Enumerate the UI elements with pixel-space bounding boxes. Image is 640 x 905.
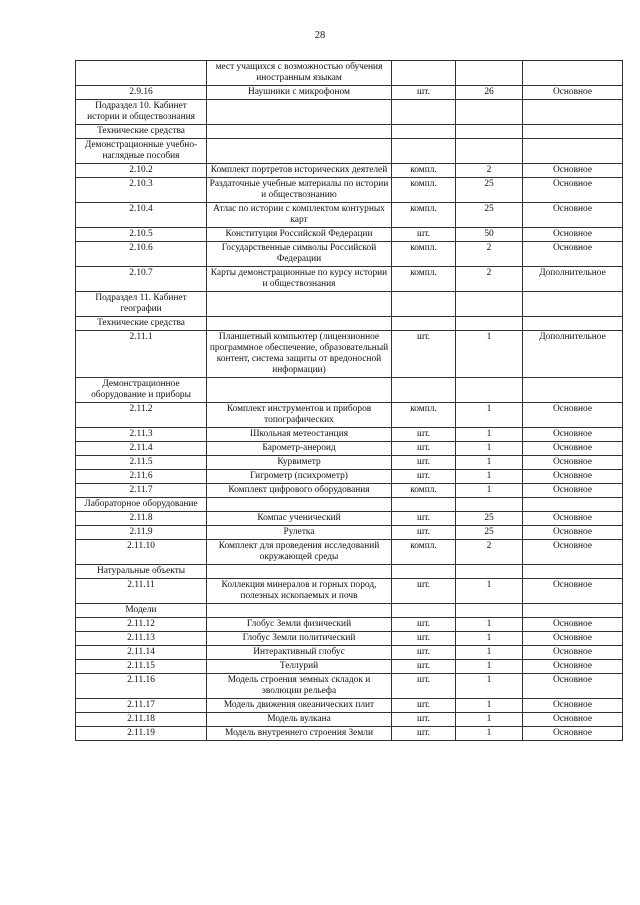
cell-unit: [392, 565, 456, 579]
cell-quantity: 2: [456, 164, 523, 178]
cell-unit: шт.: [392, 526, 456, 540]
group-header-row: [76, 125, 623, 139]
cell-unit: компл.: [392, 242, 456, 267]
table-row: [76, 632, 623, 646]
table-row: [76, 178, 623, 203]
cell-number: 2.11.2: [76, 403, 207, 428]
cell-unit: шт.: [392, 331, 456, 378]
cell-number: 2.9.16: [76, 86, 207, 100]
cell-equipment-type: [523, 100, 623, 125]
cell-equipment-type: Основное: [523, 456, 623, 470]
cell-unit: [392, 292, 456, 317]
cell-equipment-type: [523, 317, 623, 331]
cell-number: Подраздел 10. Кабинет истории и обществознания: [76, 100, 207, 125]
group-header-row: [76, 565, 623, 579]
table-row: [76, 242, 623, 267]
table-row: [76, 646, 623, 660]
cell-unit: шт.: [392, 632, 456, 646]
cell-item-name: Рулетка: [207, 526, 392, 540]
section-header-row: [76, 139, 623, 164]
table-row: [76, 403, 623, 428]
cell-unit: шт.: [392, 470, 456, 484]
table-row: [76, 713, 623, 727]
cell-equipment-type: [523, 498, 623, 512]
cell-unit: шт.: [392, 579, 456, 604]
cell-item-name: Карты демонстрационные по курсу истории и обществознания: [207, 267, 392, 292]
cell-quantity: 2: [456, 540, 523, 565]
cell-quantity: 2: [456, 267, 523, 292]
cell-unit: шт.: [392, 428, 456, 442]
table-row: [76, 674, 623, 699]
cell-quantity: [456, 604, 523, 618]
cell-unit: [392, 498, 456, 512]
section-header-row: [76, 498, 623, 512]
cell-equipment-type: [523, 604, 623, 618]
cell-equipment-type: Основное: [523, 442, 623, 456]
cell-item-name: Модель строения земных складок и эволюции рельефа: [207, 674, 392, 699]
cell-equipment-type: Основное: [523, 579, 623, 604]
cell-unit: [392, 139, 456, 164]
cell-quantity: 1: [456, 403, 523, 428]
cell-equipment-type: Основное: [523, 699, 623, 713]
cell-number: Модели: [76, 604, 207, 618]
table-row: [76, 470, 623, 484]
table-row: [76, 428, 623, 442]
cell-number: Технические средства: [76, 317, 207, 331]
table-row: [76, 456, 623, 470]
cell-item-name: Глобус Земли политический: [207, 632, 392, 646]
cell-number: 2.10.5: [76, 228, 207, 242]
cell-item-name: Наушники с микрофоном: [207, 86, 392, 100]
cell-unit: [392, 317, 456, 331]
cell-number: [76, 61, 207, 86]
cell-number: 2.11.6: [76, 470, 207, 484]
cell-quantity: 50: [456, 228, 523, 242]
cell-number: 2.10.4: [76, 203, 207, 228]
cell-number: Демонстрационные учебно-наглядные пособия: [76, 139, 207, 164]
cell-number: Лабораторное оборудование: [76, 498, 207, 512]
cell-item-name: Раздаточные учебные материалы по истории и обществознанию: [207, 178, 392, 203]
cell-unit: шт.: [392, 512, 456, 526]
cell-number: 2.11.9: [76, 526, 207, 540]
cell-quantity: [456, 61, 523, 86]
cell-number: 2.11.18: [76, 713, 207, 727]
cell-quantity: 1: [456, 713, 523, 727]
section-header-row: [76, 604, 623, 618]
cell-unit: шт.: [392, 727, 456, 741]
cell-number: 2.11.7: [76, 484, 207, 498]
cell-quantity: 1: [456, 674, 523, 699]
section-header-row: [76, 378, 623, 403]
cell-quantity: [456, 125, 523, 139]
cell-unit: шт.: [392, 442, 456, 456]
cell-quantity: [456, 498, 523, 512]
cell-unit: шт.: [392, 228, 456, 242]
cell-quantity: 25: [456, 203, 523, 228]
cell-quantity: 1: [456, 331, 523, 378]
cell-item-name: Модель вулкана: [207, 713, 392, 727]
cell-quantity: [456, 100, 523, 125]
cell-unit: шт.: [392, 646, 456, 660]
cell-unit: компл.: [392, 203, 456, 228]
cell-equipment-type: Основное: [523, 526, 623, 540]
group-header-row: [76, 317, 623, 331]
cell-number: Натуральные объекты: [76, 565, 207, 579]
cell-equipment-type: Основное: [523, 242, 623, 267]
cell-quantity: 1: [456, 470, 523, 484]
cell-unit: компл.: [392, 178, 456, 203]
cell-quantity: 1: [456, 442, 523, 456]
cell-equipment-type: Основное: [523, 470, 623, 484]
page-number: 28: [314, 30, 326, 41]
cell-item-name: Школьная метеостанция: [207, 428, 392, 442]
cell-equipment-type: Основное: [523, 713, 623, 727]
cell-quantity: 1: [456, 646, 523, 660]
cell-equipment-type: [523, 61, 623, 86]
table-row: [76, 267, 623, 292]
cell-number: 2.11.13: [76, 632, 207, 646]
cell-quantity: [456, 317, 523, 331]
cell-number: 2.11.5: [76, 456, 207, 470]
cell-quantity: 1: [456, 618, 523, 632]
cell-number: 2.11.12: [76, 618, 207, 632]
cell-equipment-type: Основное: [523, 512, 623, 526]
cell-item-name: [207, 292, 392, 317]
cell-item-name: Глобус Земли физический: [207, 618, 392, 632]
cell-number: Демонстрационное оборудование и приборы: [76, 378, 207, 403]
table-row: [76, 727, 623, 741]
cell-unit: компл.: [392, 164, 456, 178]
table-row: [76, 86, 623, 100]
cell-quantity: 1: [456, 579, 523, 604]
section-header-row: [76, 292, 623, 317]
cell-item-name: [207, 125, 392, 139]
cell-item-name: Комплект инструментов и приборов топографических: [207, 403, 392, 428]
cell-equipment-type: [523, 292, 623, 317]
cell-quantity: 1: [456, 660, 523, 674]
cell-item-name: Конституция Российской Федерации: [207, 228, 392, 242]
table-row: [76, 512, 623, 526]
cell-quantity: [456, 139, 523, 164]
cell-item-name: Комплект цифрового оборудования: [207, 484, 392, 498]
table-row: [76, 526, 623, 540]
cell-unit: [392, 125, 456, 139]
cell-equipment-type: Дополнительное: [523, 267, 623, 292]
cell-quantity: 1: [456, 456, 523, 470]
cell-equipment-type: Основное: [523, 660, 623, 674]
cell-item-name: Гигрометр (психрометр): [207, 470, 392, 484]
cell-equipment-type: Дополнительное: [523, 331, 623, 378]
cell-number: 2.11.4: [76, 442, 207, 456]
cell-number: 2.10.2: [76, 164, 207, 178]
cell-number: 2.11.17: [76, 699, 207, 713]
cell-number: 2.11.3: [76, 428, 207, 442]
cell-equipment-type: Основное: [523, 646, 623, 660]
cell-quantity: 25: [456, 178, 523, 203]
cell-item-name: Компас ученический: [207, 512, 392, 526]
table-row: [76, 331, 623, 378]
cell-equipment-type: [523, 378, 623, 403]
table-row: [76, 228, 623, 242]
cell-equipment-type: [523, 565, 623, 579]
cell-number: Подраздел 11. Кабинет географии: [76, 292, 207, 317]
cell-item-name: Барометр-анероид: [207, 442, 392, 456]
cell-number: 2.11.10: [76, 540, 207, 565]
cell-item-name: Теллурий: [207, 660, 392, 674]
table-row: [76, 540, 623, 565]
cell-unit: компл.: [392, 540, 456, 565]
table-row: [76, 699, 623, 713]
table-row: [76, 579, 623, 604]
cell-unit: шт.: [392, 618, 456, 632]
table-row: [76, 442, 623, 456]
cell-unit: шт.: [392, 456, 456, 470]
cell-quantity: [456, 565, 523, 579]
cell-equipment-type: Основное: [523, 178, 623, 203]
cell-number: 2.10.3: [76, 178, 207, 203]
table-row: [76, 61, 623, 86]
cell-unit: компл.: [392, 267, 456, 292]
cell-equipment-type: Основное: [523, 484, 623, 498]
cell-equipment-type: Основное: [523, 618, 623, 632]
cell-item-name: [207, 100, 392, 125]
cell-unit: [392, 61, 456, 86]
cell-quantity: [456, 292, 523, 317]
cell-item-name: Модель движения океанических плит: [207, 699, 392, 713]
cell-number: 2.11.1: [76, 331, 207, 378]
cell-equipment-type: Основное: [523, 632, 623, 646]
cell-equipment-type: [523, 125, 623, 139]
cell-number: 2.11.11: [76, 579, 207, 604]
cell-quantity: 1: [456, 428, 523, 442]
cell-unit: шт.: [392, 86, 456, 100]
cell-equipment-type: Основное: [523, 203, 623, 228]
cell-equipment-type: Основное: [523, 428, 623, 442]
cell-item-name: [207, 317, 392, 331]
cell-unit: шт.: [392, 660, 456, 674]
equipment-table: [75, 60, 623, 741]
cell-quantity: [456, 378, 523, 403]
cell-unit: компл.: [392, 403, 456, 428]
cell-item-name: [207, 139, 392, 164]
table-row: [76, 164, 623, 178]
table-row: [76, 484, 623, 498]
cell-number: 2.11.19: [76, 727, 207, 741]
cell-item-name: [207, 604, 392, 618]
cell-unit: [392, 100, 456, 125]
cell-equipment-type: Основное: [523, 403, 623, 428]
cell-number: 2.11.15: [76, 660, 207, 674]
cell-item-name: Государственные символы Российской Федерации: [207, 242, 392, 267]
cell-item-name: Комплект портретов исторических деятелей: [207, 164, 392, 178]
cell-quantity: 26: [456, 86, 523, 100]
cell-equipment-type: Основное: [523, 164, 623, 178]
table-row: [76, 203, 623, 228]
cell-item-name: Курвиметр: [207, 456, 392, 470]
cell-equipment-type: Основное: [523, 674, 623, 699]
cell-quantity: 25: [456, 526, 523, 540]
cell-number: 2.10.6: [76, 242, 207, 267]
cell-quantity: 1: [456, 484, 523, 498]
cell-quantity: 2: [456, 242, 523, 267]
cell-quantity: 1: [456, 699, 523, 713]
cell-item-name: Модель внутреннего строения Земли: [207, 727, 392, 741]
cell-equipment-type: Основное: [523, 228, 623, 242]
cell-item-name: мест учащихся с возможностью обучения иностранным языкам: [207, 61, 392, 86]
cell-number: 2.11.16: [76, 674, 207, 699]
cell-item-name: Планшетный компьютер (лицензионное программное обеспечение, образовательный контент, система защиты от вредоносной информации): [207, 331, 392, 378]
cell-number: 2.11.14: [76, 646, 207, 660]
cell-quantity: 1: [456, 632, 523, 646]
cell-item-name: Атлас по истории с комплектом контурных карт: [207, 203, 392, 228]
cell-quantity: 1: [456, 727, 523, 741]
cell-number: 2.11.8: [76, 512, 207, 526]
cell-item-name: [207, 498, 392, 512]
cell-unit: шт.: [392, 713, 456, 727]
cell-equipment-type: Основное: [523, 540, 623, 565]
table-row: [76, 660, 623, 674]
cell-unit: [392, 378, 456, 403]
cell-item-name: [207, 378, 392, 403]
cell-item-name: Коллекция минералов и горных пород, полезных ископаемых и почв: [207, 579, 392, 604]
cell-unit: компл.: [392, 484, 456, 498]
cell-unit: шт.: [392, 699, 456, 713]
cell-quantity: 25: [456, 512, 523, 526]
cell-equipment-type: Основное: [523, 727, 623, 741]
cell-unit: шт.: [392, 674, 456, 699]
cell-number: 2.10.7: [76, 267, 207, 292]
cell-item-name: [207, 565, 392, 579]
cell-unit: [392, 604, 456, 618]
cell-number: Технические средства: [76, 125, 207, 139]
cell-equipment-type: [523, 139, 623, 164]
table-row: [76, 618, 623, 632]
table-body: [76, 61, 623, 741]
cell-equipment-type: Основное: [523, 86, 623, 100]
cell-item-name: Комплект для проведения исследований окружающей среды: [207, 540, 392, 565]
section-header-row: [76, 100, 623, 125]
cell-item-name: Интерактивный глобус: [207, 646, 392, 660]
